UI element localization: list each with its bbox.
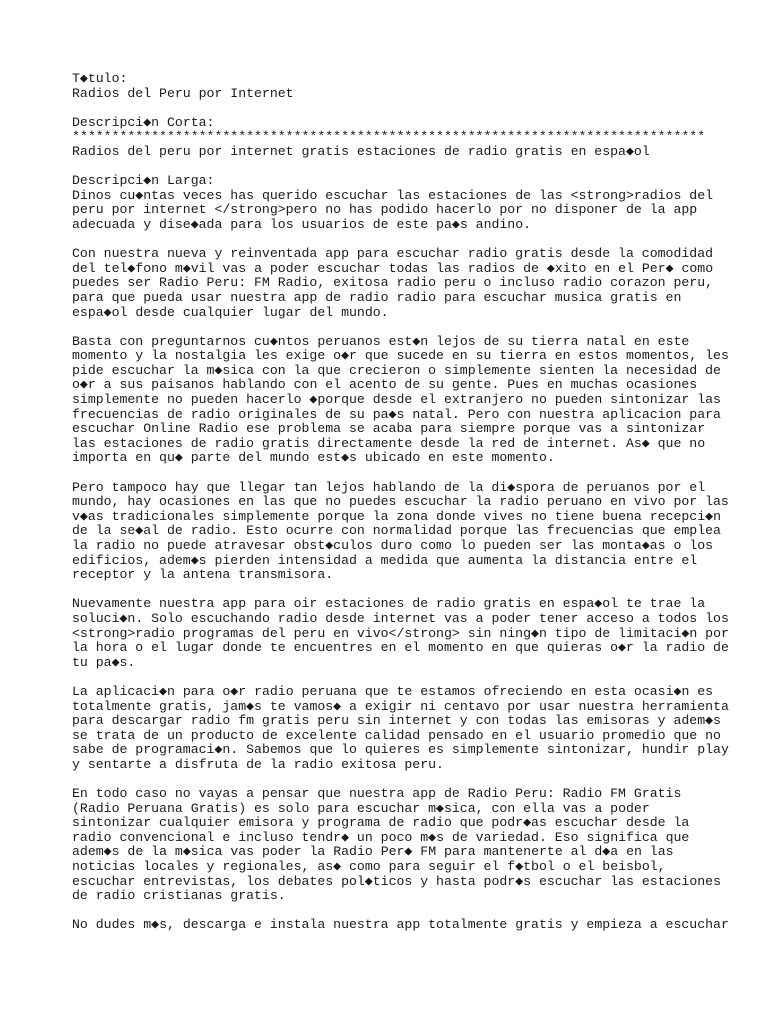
document-line: Con nuestra nueva y reinventada app para escuchar radio gratis desde la comodidad bbox=[72, 246, 714, 262]
document-line: peru por internet </strong>pero no has podido hacerlo por no disponer de la app bbox=[72, 202, 698, 218]
document-line: escuchar entrevistas, los debates pol◆ticos y hasta podr◆s escuchar las estaciones bbox=[72, 873, 721, 889]
document-line: radio convencional e incluso tendr◆ un poco m◆s de variedad. Eso significa que bbox=[72, 829, 690, 845]
document-line: noticias locales y regionales, as◆ como para seguir el f◆tbol o el beisbol, bbox=[72, 859, 666, 875]
document-line: sintonizar cualquier emisora y programa de radio que podr◆as escuchar desde la bbox=[72, 815, 690, 831]
document-line: Radios del peru por internet gratis estaciones de radio gratis en espa◆ol bbox=[72, 143, 650, 159]
document-line: o◆r a sus paisanos hablando con el acento de su gente. Pues en muchas ocasiones bbox=[72, 377, 698, 393]
document-line: adem◆s de la m◆sica vas poder la Radio Per◆ FM para mantenerte al d◆a en las bbox=[72, 844, 674, 860]
document-line: Pero tampoco hay que llegar tan lejos hablando de la di◆spora de peruanos por el bbox=[72, 479, 706, 495]
document-line: frecuencias de radio originales de su pa◆s natal. Pero con nuestra aplicacion para bbox=[72, 406, 721, 422]
document-line bbox=[72, 583, 732, 598]
document-line: sabe de programaci◆n. Sabemos que lo quieres es simplemente sintonizar, hundir play bbox=[72, 742, 729, 758]
document-line: receptor y la antena transmisora. bbox=[72, 567, 334, 583]
document-line: soluci◆n. Solo escuchando radio desde internet vas a poder tener acceso a todos los bbox=[72, 610, 729, 626]
document-line: y sentarte a disfruta de la radio exitosa peru. bbox=[72, 756, 444, 772]
document-line: la hora o el lugar donde te encuentres en el momento en que quieras o◆r la radio de bbox=[72, 640, 729, 656]
document-line bbox=[72, 670, 732, 685]
document-line: las estaciones de radio gratis directamente desde la red de internet. As◆ que no bbox=[72, 435, 706, 451]
document-line bbox=[72, 773, 732, 788]
document-line: para descargar radio fm gratis peru sin internet y con todas las emisoras y adem◆s bbox=[72, 713, 721, 729]
document-line: v◆as tradicionales simplemente porque la zona donde vives no tiene buena recepci◆n bbox=[72, 508, 721, 524]
document-line bbox=[72, 101, 732, 116]
document-line bbox=[72, 466, 732, 481]
document-line: Dinos cu◆ntas veces has querido escuchar las estaciones de las <strong>radios del bbox=[72, 187, 714, 203]
document-line: puedes ser Radio Peru: FM Radio, exitosa radio peru o incluso radio corazon peru, bbox=[72, 275, 714, 291]
document-line: Descripci◆n Corta: bbox=[72, 114, 215, 130]
document-line: ******************************************************************************** bbox=[72, 129, 706, 145]
document-line: de radio cristianas gratis. bbox=[72, 888, 286, 904]
document-line: <strong>radio programas del peru en vivo</strong> sin ning◆n tipo de limitaci◆n por bbox=[72, 625, 729, 641]
document-line: la radio no puede atravesar obst◆culos duro como lo pueden ser las monta◆as o los bbox=[72, 538, 714, 553]
document-body bbox=[72, 72, 732, 933]
document-line: Nuevamente nuestra app para oir estaciones de radio gratis en espa◆ol te trae la bbox=[72, 596, 706, 612]
document-line: Radios del Peru por Internet bbox=[72, 85, 294, 101]
document-line: adecuada y dise◆ada para los usuarios de este pa◆s andino. bbox=[72, 216, 532, 232]
document-line: escuchar Online Radio ese problema se acaba para siempre porque vas a sintonizar bbox=[72, 421, 706, 437]
document-line: T◆tulo: bbox=[72, 71, 128, 86]
document-line: tu pa◆s. bbox=[72, 654, 136, 670]
document-line: No dudes m◆s, descarga e instala nuestra app totalmente gratis y empieza a escuchar bbox=[72, 917, 729, 933]
document-line: mundo, hay ocasiones en las que no puedes escuchar la radio peruano en vivo por las bbox=[72, 494, 729, 510]
document-line: totalmente gratis, jam◆s te vamos◆ a exigir ni centavo por usar nuestra herramienta bbox=[72, 698, 729, 714]
document-line bbox=[72, 320, 732, 335]
document-line: (Radio Peruana Gratis) es solo para escuchar m◆sica, con ella vas a poder bbox=[72, 800, 650, 816]
document-line: momento y la nostalgia les exige o◆r que sucede en su tierra en estos momentos, les bbox=[72, 348, 729, 364]
document-line bbox=[72, 904, 732, 919]
document-line: espa◆ol desde cualquier lugar del mundo. bbox=[72, 304, 389, 320]
document-line: de la se◆al de radio. Esto ocurre con normalidad porque las frecuencias que emplea bbox=[72, 523, 721, 539]
document-line: La aplicaci◆n para o◆r radio peruana que te estamos ofreciendo en esta ocasi◆n es bbox=[72, 683, 714, 699]
document-line bbox=[72, 233, 732, 248]
document-line: edificios, adem◆s pierden intensidad a medida que aumenta la distancia entre el bbox=[72, 552, 698, 568]
document-line: Descripci◆n Larga: bbox=[72, 173, 215, 189]
document-line: pide escuchar la m◆sica con la que crecieron o simplemente sienten la necesidad de bbox=[72, 362, 721, 378]
document-line: del tel◆fono m◆vil vas a poder escuchar todas las radios de ◆xito en el Per◆ como bbox=[72, 260, 714, 276]
document-line: Basta con preguntarnos cu◆ntos peruanos est◆n lejos de su tierra natal en este bbox=[72, 333, 690, 349]
document-line: para que pueda usar nuestra app de radio radio para escuchar musica gratis en bbox=[72, 289, 682, 305]
document-line: se trata de un producto de excelente calidad pensado en el usuario promedio que no bbox=[72, 727, 721, 743]
document-line bbox=[72, 160, 732, 175]
document-line: importa en qu◆ parte del mundo est◆s ubicado en este momento. bbox=[72, 450, 555, 466]
document-line: simplemente no pueden hacerlo ◆porque desde el extranjero no pueden sintonizar las bbox=[72, 392, 721, 408]
document-line: En todo caso no vayas a pensar que nuestra app de Radio Peru: Radio FM Gratis bbox=[72, 786, 682, 802]
